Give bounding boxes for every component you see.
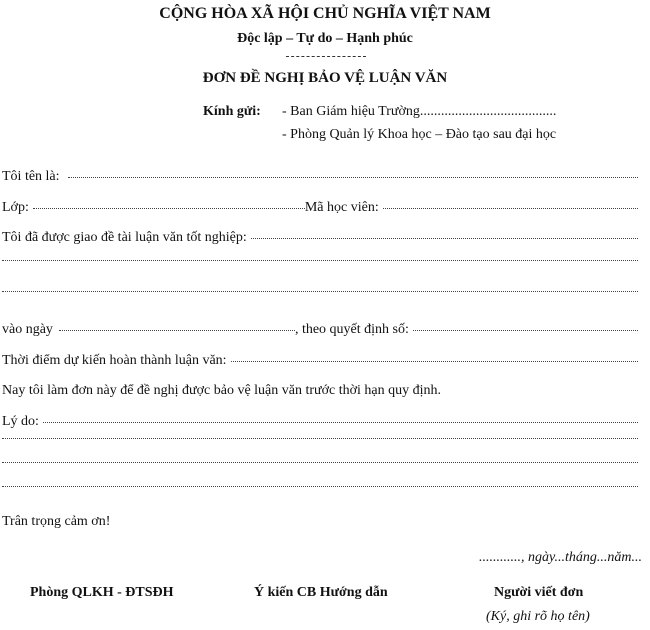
name-label: Tôi tên là: — [2, 169, 60, 184]
thesis-topic-label: Tôi đã được giao đề tài luận văn tốt nghiệp: — [2, 230, 247, 245]
recipient-science-office: - Phòng Quản lý Khoa học – Đào tạo sau đại học — [282, 127, 557, 142]
thesis-topic-row — [2, 230, 638, 246]
header-separator — [286, 56, 366, 57]
reason-label: Lý do: — [2, 414, 39, 429]
student-id-field[interactable] — [383, 208, 638, 209]
place-date-line: ............, ngày...tháng...năm... — [479, 550, 642, 565]
student-id-label: Mã học viên: — [304, 200, 379, 215]
reason-field-3[interactable] — [2, 462, 638, 463]
assignment-date-field[interactable] — [59, 330, 295, 331]
date-decision-row — [2, 322, 638, 338]
thesis-topic-line-3 — [2, 293, 638, 294]
class-row — [2, 200, 638, 216]
signature-applicant-note: (Ký, ghi rõ họ tên) — [486, 609, 590, 624]
expected-completion-row — [2, 353, 638, 369]
reason-row — [2, 414, 638, 430]
name-field[interactable] — [68, 177, 638, 178]
decision-number-field[interactable] — [413, 330, 638, 331]
reason-line-2 — [2, 440, 638, 441]
class-label: Lớp: — [2, 200, 29, 215]
closing-text: Trân trọng cảm ơn! — [2, 514, 111, 529]
recipient-label: Kính gửi: — [203, 104, 261, 119]
recipient-school-board: - Ban Giám hiệu Trường....................................... — [282, 104, 557, 119]
signature-science-office: Phòng QLKH - ĐTSĐH — [30, 585, 174, 600]
expected-completion-label: Thời điểm dự kiến hoàn thành luận văn: — [2, 353, 227, 368]
document-title: ĐƠN ĐỀ NGHỊ BẢO VỆ LUẬN VĂN — [202, 70, 448, 86]
date-label: vào ngày — [2, 322, 53, 337]
signature-applicant: Người viết đơn — [494, 585, 584, 600]
reason-line-4 — [2, 488, 638, 489]
reason-field-2[interactable] — [2, 438, 638, 439]
name-row — [2, 169, 638, 185]
reason-field[interactable] — [43, 422, 638, 423]
thesis-topic-field-3[interactable] — [2, 291, 638, 292]
thesis-topic-field-2[interactable] — [2, 260, 638, 261]
signature-supervisor: Ý kiến CB Hướng dẫn — [254, 585, 388, 600]
motto: Độc lập – Tự do – Hạnh phúc — [237, 31, 413, 46]
national-title: CỘNG HÒA XÃ HỘI CHỦ NGHĨA VIỆT NAM — [159, 5, 491, 22]
reason-line-3 — [2, 464, 638, 465]
request-statement: Nay tôi làm đơn này để đề nghị được bảo vệ luận văn trước thời hạn quy định. — [2, 383, 442, 398]
thesis-topic-line-2 — [2, 262, 638, 263]
expected-completion-field[interactable] — [231, 361, 638, 362]
reason-field-4[interactable] — [2, 486, 638, 487]
thesis-topic-field[interactable] — [251, 238, 638, 239]
class-field[interactable] — [33, 208, 305, 209]
decision-label: , theo quyết định số: — [294, 322, 409, 337]
